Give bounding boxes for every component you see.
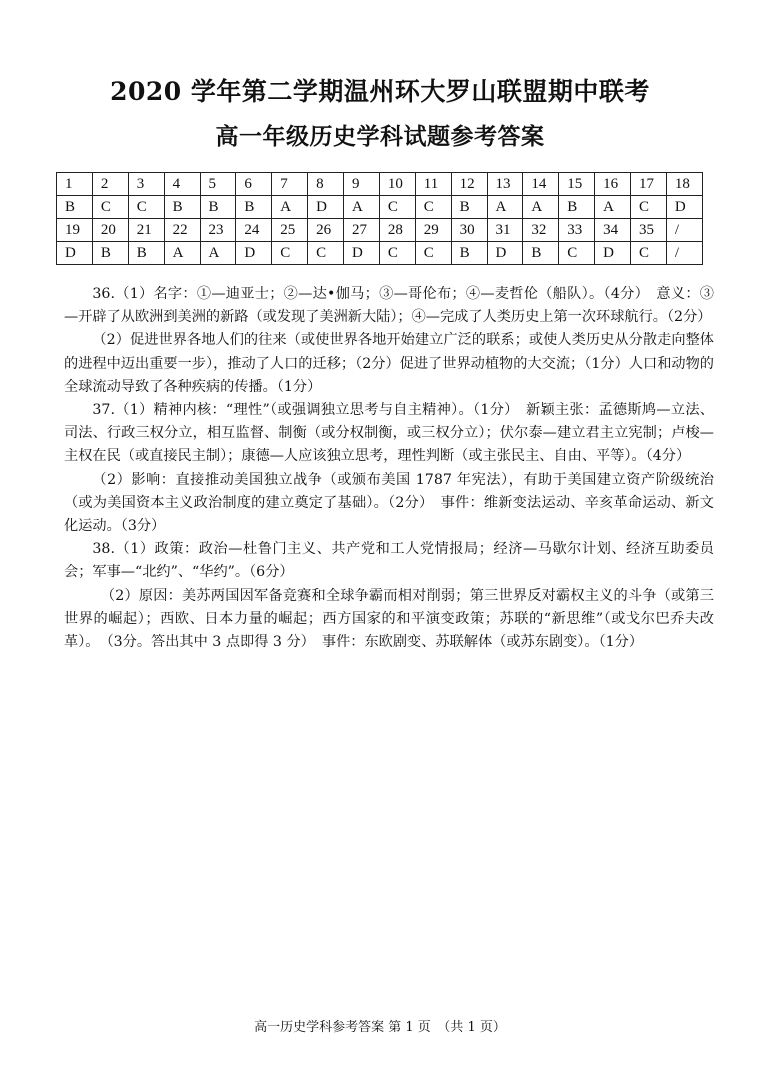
question-number-cell: 5 [200,173,236,196]
question-number-cell: 2 [92,173,128,196]
question-number-cell: 12 [451,173,487,196]
question-number-cell: 14 [523,173,559,196]
question-number-cell: 18 [666,173,702,196]
answer-letter-cell: C [631,242,667,265]
question-number-cell: 31 [487,219,523,242]
answer-38-part-1: 38.（1）政策：政治—杜鲁门主义、共产党和工人党情报局；经济—马歇尔计划、经济互助委员会；军事—“北约”、“华约”。（6分） [64,541,714,581]
answer-letter-cell: A [523,196,559,219]
answer-letter-cell: D [308,196,344,219]
question-number-cell: 16 [595,173,631,196]
question-number-cell: 34 [595,219,631,242]
question-number-cell: 30 [451,219,487,242]
answer-letter-cell: A [164,242,200,265]
answer-table-row [57,173,703,196]
question-number-cell: 33 [559,219,595,242]
answer-letter-cell: C [415,196,451,219]
question-number-cell: 26 [308,219,344,242]
answer-table-row [57,242,703,265]
answer-table [56,172,703,265]
question-number-cell: 10 [379,173,415,196]
answer-letter-cell: A [272,196,308,219]
question-number-cell: 1 [57,173,93,196]
answer-letter-cell: C [379,242,415,265]
answer-letter-cell: B [164,196,200,219]
question-number-cell: 13 [487,173,523,196]
page-footer: 高一历史学科参考答案 第 1 页 （共 1 页） [254,1020,506,1035]
answer-letter-cell: B [128,242,164,265]
question-number-cell: 23 [200,219,236,242]
question-number-cell: 21 [128,219,164,242]
question-number-cell: 27 [344,219,380,242]
answer-letter-cell: D [595,242,631,265]
answer-letter-cell: D [666,196,702,219]
question-number-cell: 24 [236,219,272,242]
document-subtitle: 高一年级历史学科试题参考答案 [215,123,545,150]
question-number-cell: 19 [57,219,93,242]
answer-letter-cell: C [272,242,308,265]
answer-letter-cell: C [92,196,128,219]
answer-letter-cell: C [308,242,344,265]
answer-36-part-1: 36.（1）名字：①—迪亚士；②—达•伽马；③—哥伦布；④—麦哲伦（船队）。（4分） 意义：③—开辟了从欧洲到美洲的新路（或发现了美洲新大陆）；④—完成了人类历史上第一次环球航行。（2分） [64,286,714,326]
question-number-cell: 11 [415,173,451,196]
question-number-cell: 6 [236,173,272,196]
question-number-cell: 35 [631,219,667,242]
answer-36-part-2: （2）促进世界各地人们的往来（或使世界各地开始建立广泛的联系；或使人类历史从分散走向整体的进程中迈出重要一步），推动了人口的迁移；（2分）促进了世界动植物的大交流；（1分）人口和动物的全球流动导致了各种疾病的传播。（1分） [64,332,714,395]
answer-letter-cell: B [559,196,595,219]
question-number-cell: 7 [272,173,308,196]
question-number-cell: 15 [559,173,595,196]
answer-38-part-2: （2）原因：美苏两国因军备竞赛和全球争霸而相对削弱；第三世界反对霸权主义的斗争（或第三世界的崛起）；西欧、日本力量的崛起；西方国家的和平演变政策；苏联的“新思维”（或戈尔巴乔夫改革）。 （3分。答出其中 3 点即得 3 分） 事件：东欧剧变、苏联解体（或苏东剧变）。（1分） [64,587,714,651]
question-number-cell: 20 [92,219,128,242]
question-number-cell: / [666,219,702,242]
answer-table-row [57,196,703,219]
answer-letter-cell: B [236,196,272,219]
answer-letter-cell: C [631,196,667,219]
answer-letter-cell: A [595,196,631,219]
answer-letter-cell: B [92,242,128,265]
answer-letter-cell: B [451,242,487,265]
answer-table-row [57,219,703,242]
answer-letter-cell: C [415,242,451,265]
answer-body [64,283,714,654]
question-number-cell: 17 [631,173,667,196]
answer-letter-cell: A [487,196,523,219]
answer-letter-cell: B [451,196,487,219]
answer-letter-cell: D [236,242,272,265]
question-number-cell: 22 [164,219,200,242]
question-number-cell: 32 [523,219,559,242]
answer-letter-cell: C [379,196,415,219]
answer-letter-cell: D [57,242,93,265]
question-number-cell: 29 [415,219,451,242]
question-number-cell: 3 [128,173,164,196]
answer-letter-cell: C [128,196,164,219]
answer-letter-cell: / [666,242,702,265]
answer-letter-cell: B [523,242,559,265]
answer-letter-cell: C [559,242,595,265]
answer-37-part-1: 37.（1）精神内核：“理性”（或强调独立思考与自主精神）。（1分） 新颖主张：孟德斯鸠—立法、司法、行政三权分立，相互监督、制衡（或分权制衡，或三权分立）；伏尔泰—建立君主立宪制；卢梭—主权在民（或直接民主制）；康德—人应该独立思考，理性判断（或主张民主、自由、平等）。（4分） [64,402,714,465]
answer-letter-cell: D [487,242,523,265]
answer-letter-cell: B [200,196,236,219]
question-number-cell: 28 [379,219,415,242]
answer-letter-cell: A [344,196,380,219]
question-number-cell: 25 [272,219,308,242]
answer-letter-cell: A [200,242,236,265]
question-number-cell: 9 [344,173,380,196]
answer-37-part-2: （2）影响：直接推动美国独立战争（或颁布美国 1787 年宪法），有助于美国建立资产阶级统治（或为美国资本主义政治制度的建立奠定了基础）。（2分） 事件：维新变法运动、辛亥革命运动、新文化运动。（3分） [64,471,714,535]
document-title: 2020 学年第二学期温州环大罗山联盟期中联考 [110,77,650,106]
answer-letter-cell: B [57,196,93,219]
question-number-cell: 4 [164,173,200,196]
answer-letter-cell: D [344,242,380,265]
question-number-cell: 8 [308,173,344,196]
